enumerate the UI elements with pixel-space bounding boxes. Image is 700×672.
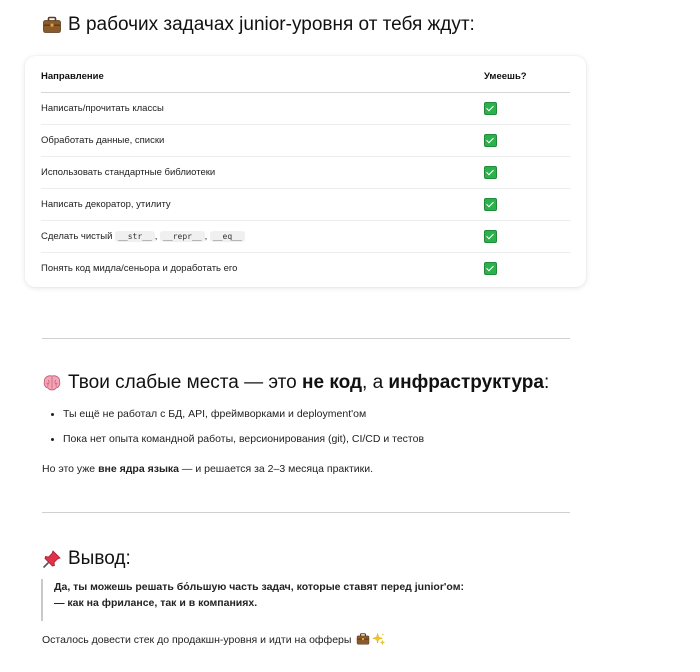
closing-line <box>42 632 386 646</box>
quote-line: Да, ты можешь решать бо́льшую часть задач, которые ставят перед junior'ом: <box>54 581 464 593</box>
brain-icon <box>42 373 62 393</box>
section-title-mid: , а <box>362 372 389 393</box>
section-title-prefix: Твои слабые места — это <box>68 372 303 393</box>
row-text-with-code: Сделать чистый __str__ , __repr__ , __eq__ <box>41 221 484 253</box>
row-text: Написать декоратор, утилиту <box>41 189 484 221</box>
skills-table <box>41 60 570 284</box>
skills-table-card <box>25 56 586 287</box>
check-mark-icon <box>484 262 497 275</box>
table-row <box>41 93 570 125</box>
quote-line: — как на фрилансе, так и в компаниях. <box>54 597 258 609</box>
code-eq: __eq__ <box>210 231 245 242</box>
row-text: Обработать данные, списки <box>41 125 484 157</box>
row-text: Понять код мидла/сеньора и доработать его <box>41 263 238 274</box>
note-suffix: — и решается за 2–3 месяца практики. <box>179 463 374 475</box>
column-header-can-do: Умеешь? <box>484 60 570 93</box>
weak-spots-list <box>40 404 424 454</box>
section-title-bold-not-code: не код <box>302 372 363 393</box>
check-mark-icon <box>484 198 497 211</box>
section-divider <box>42 338 570 339</box>
closing-text: Осталось довести стек до продакшн-уровня и идти на офферы <box>42 634 352 646</box>
section-title-suffix: : <box>543 372 550 393</box>
table-row <box>41 253 570 285</box>
table-row <box>41 157 570 189</box>
row-text-prefix: Сделать чистый <box>41 231 113 242</box>
section-title: Вывод: <box>68 548 131 569</box>
list-item: • Пока нет опыта командной работы, версионирования (git), CI/CD и тестов <box>63 429 424 454</box>
section-heading-weak-spots <box>42 372 549 394</box>
briefcase-icon <box>356 632 370 646</box>
note-bold: вне ядра языка <box>98 463 180 475</box>
check-mark-icon <box>484 230 497 243</box>
check-mark-icon <box>484 102 497 115</box>
check-mark-icon <box>484 166 497 179</box>
section-title-bold-infrastructure: инфраструктура <box>388 372 544 393</box>
section-divider <box>42 512 570 513</box>
check-mark-icon <box>484 134 497 147</box>
table-row <box>41 189 570 221</box>
section-title: В рабочих задачах junior-уровня от тебя ждут: <box>68 14 475 35</box>
briefcase-icon <box>42 15 62 35</box>
code-str: __str__ <box>115 231 155 242</box>
section-heading-conclusion <box>42 548 131 570</box>
note-prefix: Но это уже <box>42 463 99 475</box>
conclusion-quote <box>41 579 464 621</box>
table-row <box>41 125 570 157</box>
column-header-direction: Направление <box>41 60 484 93</box>
code-repr: __repr__ <box>160 231 205 242</box>
sparkles-icon <box>372 632 386 646</box>
pushpin-icon <box>42 549 62 569</box>
row-text: Использовать стандартные библиотеки <box>41 157 484 189</box>
list-item: • Ты ещё не работал с БД, API, фреймворками и deployment'ом <box>63 404 424 429</box>
table-row <box>41 221 570 253</box>
table-header-row <box>41 60 570 93</box>
weak-spots-note <box>42 463 373 475</box>
row-text: Написать/прочитать классы <box>41 93 484 125</box>
section-heading-expectations <box>42 14 475 36</box>
